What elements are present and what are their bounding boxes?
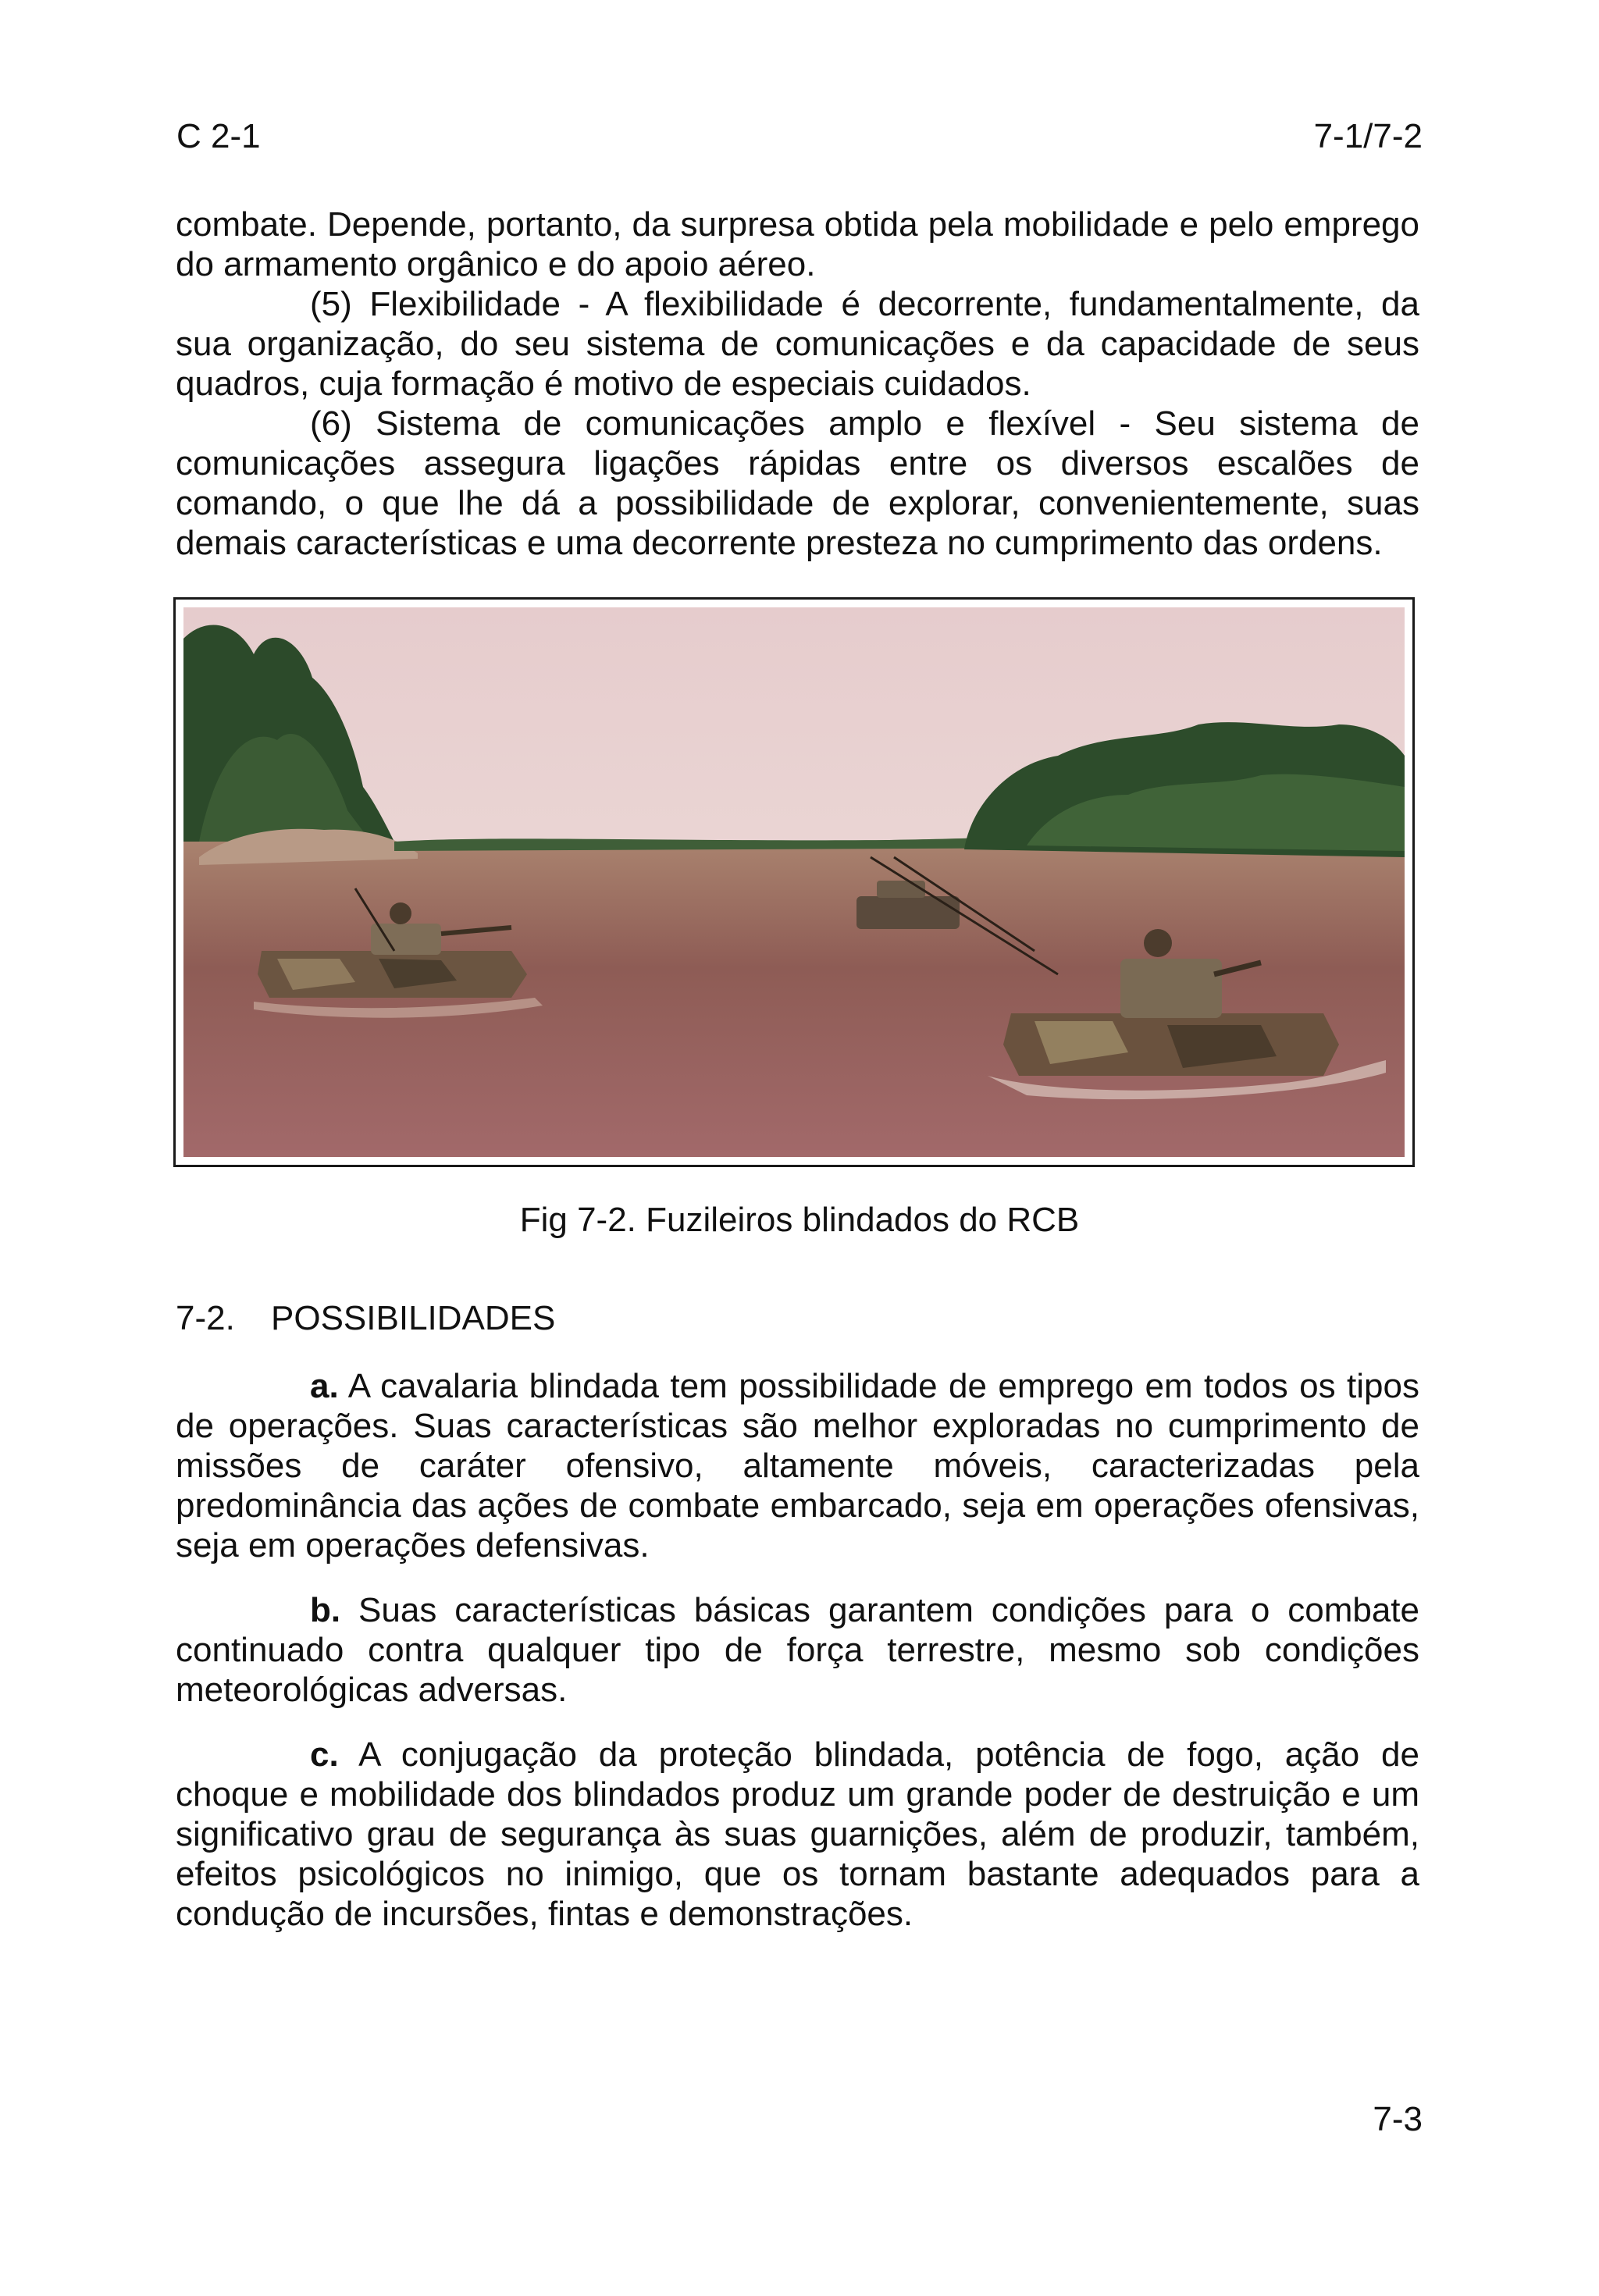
section-title: POSSIBILIDADES <box>271 1299 556 1337</box>
page-number: 7-3 <box>1373 2100 1423 2138</box>
paragraph-a <box>176 1366 1419 1565</box>
paragraph-b-text: Suas características básicas garantem condições para o combate continuado contra qualquer tipo de força terrestre, mesmo sob condições meteorológicas adversas. <box>176 1591 1419 1709</box>
item-6-paragraph: (6) Sistema de comunicações amplo e flexível - Seu sistema de comunicações assegura ligações rápidas entre os diversos escalões de comando, o que lhe dá a possibilidade de explorar, convenientemente, suas demais características e uma decorrente presteza no cumprimento das ordens. <box>176 404 1419 562</box>
paragraph-c-text: A conjugação da proteção blindada, potência de fogo, ação de choque e mobilidade dos blindados produz um grande poder de destruição e um significativo grau de segurança às suas guarnições, além de produzir, também, efeitos psicológicos no inimigo, que os tornam bastante adequados para a condução de incursões, fintas e demonstrações. <box>176 1735 1419 1933</box>
paragraph-c-label: c. <box>310 1735 339 1774</box>
item-5-paragraph: (5) Flexibilidade - A flexibilidade é decorrente, fundamentalmente, da sua organização, do seu sistema de comunicações e da capacidade de seus quadros, cuja formação é motivo de especiais cuidados. <box>176 285 1419 403</box>
section-heading <box>176 1299 555 1338</box>
continuation-paragraph: combate. Depende, portanto, da surpresa obtida pela mobilidade e pelo emprego do armamento orgânico e do apoio aéreo. <box>176 205 1419 283</box>
paragraph-a-text: A cavalaria blindada tem possibilidade de emprego em todos os tipos de operações. Suas características são melhor exploradas no cumprimento de missões de caráter ofensivo, altamente móveis, caracterizadas pela predominância das ações de combate embarcado, seja em operações ofensivas, seja em operações defensivas. <box>176 1367 1419 1564</box>
header-right: 7-1/7-2 <box>1313 117 1423 155</box>
header-left: C 2-1 <box>176 117 261 155</box>
amphibious-vehicles-photo <box>183 607 1405 1157</box>
paragraph-c <box>176 1735 1419 1934</box>
paragraph-b-label: b. <box>310 1591 341 1629</box>
figure-photo-frame <box>173 597 1415 1167</box>
paragraph-b <box>176 1590 1419 1710</box>
paragraph-a-label: a. <box>310 1367 339 1405</box>
figure-caption: Fig 7-2. Fuzileiros blindados do RCB <box>519 1201 1080 1239</box>
section-number: 7-2. <box>176 1299 235 1337</box>
intro-text <box>176 205 1419 563</box>
